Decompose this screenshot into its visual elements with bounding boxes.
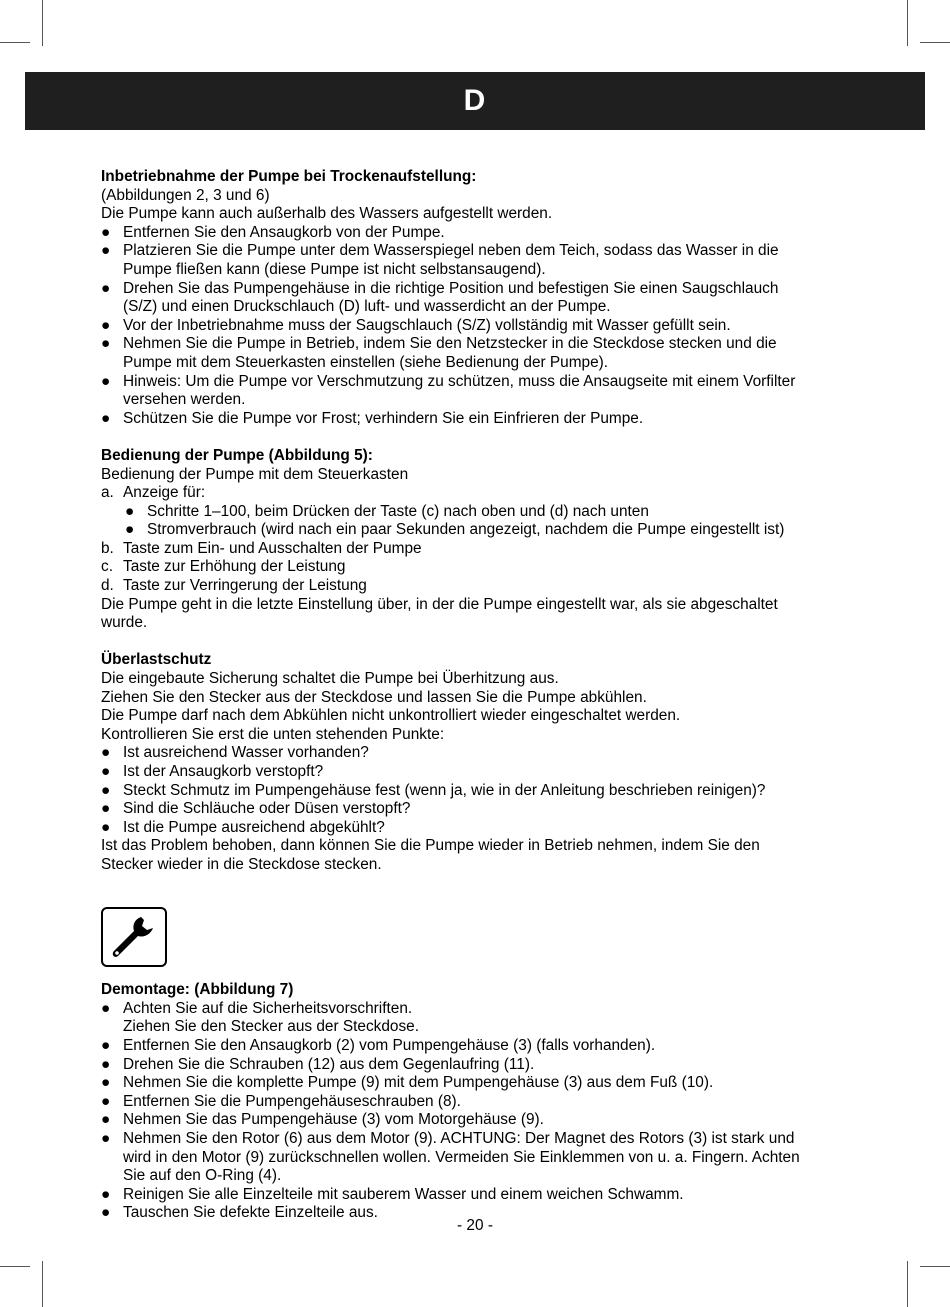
crop-mark — [42, 0, 43, 46]
language-code: D — [463, 84, 487, 117]
section-title: Inbetriebnahme der Pumpe bei Trockenaufstellung: — [101, 168, 477, 185]
icon-container — [101, 893, 861, 981]
list-marker: c. — [101, 558, 113, 576]
section-title: Überlastschutz — [101, 651, 212, 669]
language-header-bar — [25, 72, 925, 130]
bullet-item — [101, 1093, 861, 1112]
bullet-text: Ist die Pumpe ausreichend abgekühlt? — [123, 818, 385, 836]
bullet-text: Drehen Sie die Schrauben (12) aus dem Gegenlaufring (11). — [123, 1055, 535, 1073]
bullet-continuation: Sie auf den O-Ring (4). — [123, 1167, 282, 1185]
bullet-text: Steckt Schmutz im Pumpengehäuse fest (wenn ja, wie in der Anleitung beschrieben reinigen)? — [123, 781, 766, 799]
paragraph-line: Bedienung der Pumpe mit dem Steuerkasten — [101, 465, 409, 483]
bullet-item — [101, 317, 861, 336]
section-title: Demontage: (Abbildung 7) — [101, 981, 294, 999]
bullet-item — [101, 744, 861, 763]
bullet-item — [101, 280, 861, 299]
bullet-item — [101, 335, 861, 354]
bullet-item — [101, 782, 861, 801]
paragraph-line: wurde. — [101, 614, 148, 632]
crop-mark — [907, 0, 908, 46]
lettered-item — [101, 577, 861, 596]
bullet-item — [101, 1037, 861, 1056]
paragraph-line: Die Pumpe geht in die letzte Einstellung über, in der die Pumpe eingestellt war, als sie abgeschaltet — [101, 595, 778, 613]
bullet-continuation: Ziehen Sie den Stecker aus der Steckdose. — [123, 1018, 420, 1036]
bullet-item — [101, 1074, 861, 1093]
section-title: Bedienung der Pumpe (Abbildung 5): — [101, 446, 373, 464]
list-text: Taste zum Ein- und Ausschalten der Pumpe — [123, 539, 422, 557]
bullet-text: Schützen Sie die Pumpe vor Frost; verhindern Sie ein Einfrieren der Pumpe. — [123, 409, 644, 427]
bullet-text: Nehmen Sie die komplette Pumpe (9) mit dem Pumpengehäuse (3) aus dem Fuß (10). — [123, 1074, 714, 1092]
bullet-dot-icon: ● — [101, 279, 111, 297]
list-marker: b. — [101, 539, 114, 557]
bullet-text: Nehmen Sie die Pumpe in Betrieb, indem Sie den Netzstecker in die Steckdose stecken und die — [123, 335, 777, 353]
list-text: Taste zur Verringerung der Leistung — [123, 577, 367, 595]
bullet-item — [101, 503, 861, 522]
bullet-text: Entfernen Sie den Ansaugkorb von der Pumpe. — [123, 223, 445, 241]
paragraph-line: Die eingebaute Sicherung schaltet die Pumpe bei Überhitzung aus. — [101, 670, 559, 688]
paragraph-line: Stecker wieder in die Steckdose stecken. — [101, 855, 382, 873]
bullet-dot-icon: ● — [101, 335, 111, 353]
list-text: Taste zur Erhöhung der Leistung — [123, 558, 346, 576]
page-number: - 20 - — [457, 1217, 493, 1234]
bullet-continuation: Pumpe fließen kann (diese Pumpe ist nicht selbstansaugend). — [123, 260, 546, 278]
paragraph-line: (Abbildungen 2, 3 und 6) — [101, 186, 270, 204]
bullet-continuation: wird in den Motor (9) zurückschnellen wollen. Vermeiden Sie Einklemmen von u. a. Fingern. Achten — [123, 1148, 800, 1166]
section-spacer — [101, 633, 861, 652]
bullet-dot-icon: ● — [101, 999, 111, 1017]
bullet-item — [101, 1111, 861, 1130]
bullet-text: Ist ausreichend Wasser vorhanden? — [123, 744, 369, 762]
bullet-item — [101, 224, 861, 243]
bullet-text: Stromverbrauch (wird nach ein paar Sekunden angezeigt, nachdem die Pumpe eingestellt ist) — [147, 521, 785, 539]
bullet-text: Entfernen Sie den Ansaugkorb (2) vom Pumpengehäuse (3) (falls vorhanden). — [123, 1036, 656, 1054]
bullet-item — [101, 763, 861, 782]
bullet-item — [101, 800, 861, 819]
bullet-dot-icon: ● — [101, 818, 111, 836]
bullet-dot-icon: ● — [101, 1055, 111, 1073]
bullet-item — [101, 373, 861, 392]
bullet-item — [101, 1130, 861, 1149]
bullet-text: Achten Sie auf die Sicherheitsvorschriften. — [123, 999, 413, 1017]
paragraph-line: Die Pumpe darf nach dem Abkühlen nicht unkontrolliert wieder eingeschaltet werden. — [101, 707, 681, 725]
bullet-continuation: versehen werden. — [123, 391, 246, 409]
bullet-text: Schritte 1–100, beim Drücken der Taste (c) nach oben und (d) nach unten — [147, 502, 649, 520]
bullet-dot-icon: ● — [101, 1185, 111, 1203]
bullet-item — [101, 819, 861, 838]
bullet-item — [101, 410, 861, 429]
bullet-dot-icon: ● — [125, 502, 135, 520]
bullet-continuation: (S/Z) und einen Druckschlauch (D) luft- und wasserdicht an der Pumpe. — [123, 298, 611, 316]
bullet-continuation: Pumpe mit dem Steuerkasten einstellen (siehe Bedienung der Pumpe). — [123, 353, 609, 371]
bullet-text: Platzieren Sie die Pumpe unter dem Wasserspiegel neben dem Teich, sodass das Wasser in die — [123, 242, 779, 260]
bullet-text: Nehmen Sie das Pumpengehäuse (3) vom Motorgehäuse (9). — [123, 1111, 544, 1129]
bullet-text: Tauschen Sie defekte Einzelteile aus. — [123, 1204, 378, 1222]
bullet-text: Entfernen Sie die Pumpengehäuseschrauben (8). — [123, 1092, 461, 1110]
bullet-dot-icon: ● — [101, 781, 111, 799]
paragraph-line: Kontrollieren Sie erst die unten stehenden Punkte: — [101, 725, 445, 743]
crop-mark — [0, 42, 30, 43]
section-spacer — [101, 428, 861, 447]
bullet-item — [101, 1186, 861, 1205]
bullet-text: Sind die Schläuche oder Düsen verstopft? — [123, 800, 411, 818]
bullet-dot-icon: ● — [101, 1111, 111, 1129]
lettered-item — [101, 558, 861, 577]
bullet-dot-icon: ● — [101, 1036, 111, 1054]
bullet-text: Ist der Ansaugkorb verstopft? — [123, 763, 324, 780]
bullet-text: Nehmen Sie den Rotor (6) aus dem Motor (9). ACHTUNG: Der Magnet des Rotors (3) ist stark und — [123, 1129, 795, 1147]
bullet-dot-icon: ● — [101, 744, 111, 762]
bullet-item — [101, 1000, 861, 1019]
bullet-dot-icon: ● — [101, 1129, 111, 1147]
crop-mark — [42, 1261, 43, 1307]
lettered-item — [101, 484, 861, 503]
bullet-dot-icon: ● — [125, 521, 135, 539]
bullet-text: Hinweis: Um die Pumpe vor Verschmutzung zu schützen, muss die Ansaugseite mit einem Vorfilter — [123, 372, 796, 390]
bullet-item — [101, 521, 861, 540]
bullet-dot-icon: ● — [101, 372, 111, 390]
bullet-dot-icon: ● — [101, 1074, 111, 1092]
bullet-dot-icon: ● — [101, 409, 111, 427]
paragraph-line: Die Pumpe kann auch außerhalb des Wassers aufgestellt werden. — [101, 205, 553, 223]
crop-mark — [920, 1266, 950, 1267]
crop-mark — [920, 42, 950, 43]
crop-mark — [907, 1261, 908, 1307]
bullet-text: Drehen Sie das Pumpengehäuse in die richtige Position und befestigen Sie einen Saugschlauch — [123, 279, 779, 297]
paragraph-line: Ziehen Sie den Stecker aus der Steckdose und lassen Sie die Pumpe abkühlen. — [101, 688, 647, 706]
bullet-dot-icon: ● — [101, 800, 111, 818]
wrench-icon — [101, 907, 167, 967]
bullet-text: Vor der Inbetriebnahme muss der Saugschlauch (S/Z) vollständig mit Wasser gefüllt sein. — [123, 316, 731, 334]
lettered-item — [101, 540, 861, 559]
bullet-dot-icon: ● — [101, 1092, 111, 1110]
bullet-dot-icon: ● — [101, 1204, 111, 1222]
bullet-dot-icon: ● — [101, 316, 111, 334]
section-spacer — [101, 875, 861, 894]
bullet-dot-icon: ● — [101, 223, 111, 241]
bullet-dot-icon: ● — [101, 242, 111, 260]
list-marker: d. — [101, 577, 114, 595]
bullet-text: Reinigen Sie alle Einzelteile mit sauberem Wasser und einem weichen Schwamm. — [123, 1185, 684, 1203]
crop-mark — [0, 1266, 30, 1267]
list-marker: a. — [101, 484, 114, 502]
bullet-dot-icon: ● — [101, 763, 111, 780]
list-text: Anzeige für: — [123, 484, 206, 502]
bullet-item — [101, 242, 861, 261]
document-body — [101, 168, 861, 1223]
bullet-item — [101, 1056, 861, 1075]
paragraph-line: Ist das Problem behoben, dann können Sie die Pumpe wieder in Betrieb nehmen, indem Sie den — [101, 837, 760, 855]
